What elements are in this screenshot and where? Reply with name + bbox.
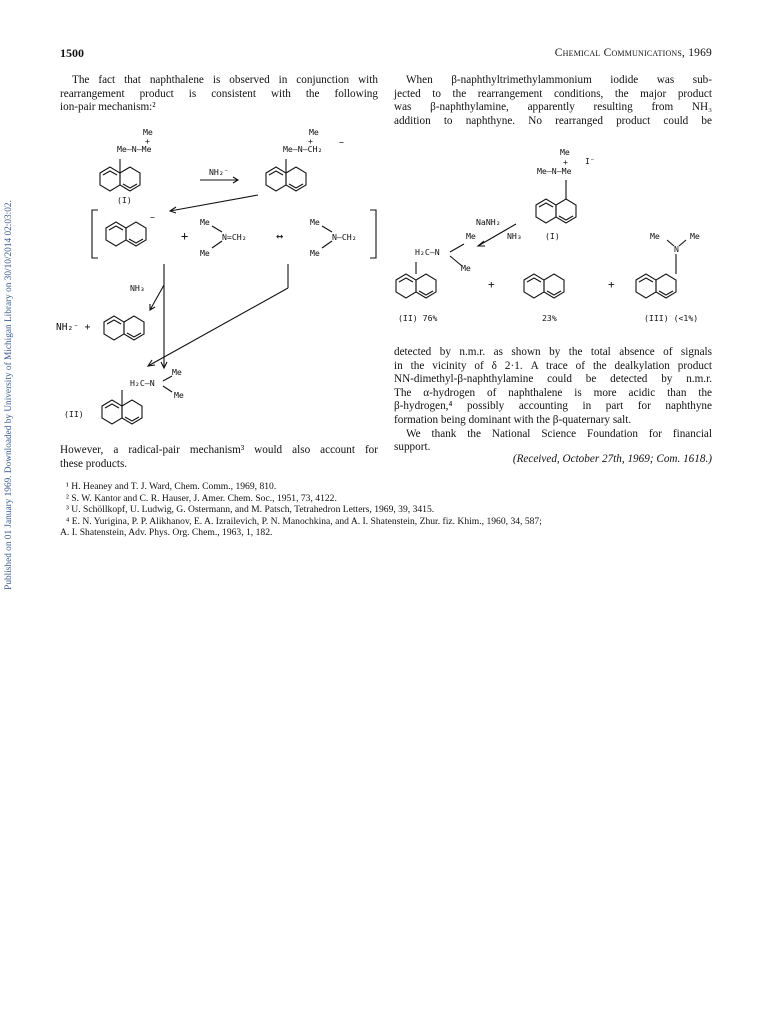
footnote: ⁴ E. N. Yurigina, P. P. Alikhanov, E. A. Izrailevich, P. N. Manochkina, and A. I. Shatenstein, Zhur. fiz. Khim., 1960, 34, 587;	[66, 515, 542, 527]
text-line: these products.	[60, 457, 128, 470]
chem-label: Me	[200, 217, 210, 227]
naphthyne-ring	[106, 222, 146, 246]
page-number: 1500	[60, 46, 84, 60]
chem-label: Me	[560, 147, 570, 157]
chem-label: Me—N—CH₂	[283, 144, 323, 154]
reagent-label: NaNH₂	[476, 217, 501, 227]
chem-label: Me—N—Me	[537, 166, 572, 176]
charge-plus: +	[563, 157, 568, 167]
yield-label: (III) (<1%)	[644, 313, 699, 323]
reagent-label: NH₃	[507, 231, 522, 241]
chem-label: Me	[461, 263, 471, 273]
chem-label: N—CH₂	[332, 232, 357, 242]
text-line: formation being dominant with the β-quaternary salt.	[394, 413, 632, 426]
text-line: NN-dimethyl-β-naphthylamine could be detected by n.m.r.	[394, 373, 712, 386]
naphthalene-ring-right-naph	[524, 274, 564, 298]
chem-label: Me	[650, 231, 660, 241]
text-line: The α-hydrogen of naphthalene is more acidic than the	[394, 386, 712, 399]
text-line: jected to the rearrangement conditions, the major product	[394, 87, 712, 100]
footnote: ³ U. Schöllkopf, U. Ludwig, G. Ostermann, and M. Patsch, Tetrahedron Letters, 1969, 39, 3415.	[66, 504, 435, 516]
text-line: However, a radical-pair mechanism³ would also account for	[60, 444, 378, 456]
yield-label: (II) 76%	[398, 313, 438, 323]
chem-label: Me	[309, 127, 319, 137]
chem-label: Me	[310, 217, 320, 227]
compound-label-I: (I)	[117, 195, 132, 205]
text-line: was β-naphthylamine, apparently resulting from NH₃	[394, 101, 712, 114]
journal-title: Chemical Communications, 1969	[554, 47, 712, 59]
compound-label-I: (I)	[545, 231, 560, 241]
text-line: We thank the National Science Foundation for financial	[406, 427, 712, 440]
charge-minus: −	[339, 137, 344, 147]
naphthalene-product	[104, 316, 144, 340]
yield-label: 23%	[542, 313, 557, 323]
chem-label: Me	[690, 231, 700, 241]
plus-sign: +	[181, 229, 189, 243]
text-line: The fact that naphthalene is observed in conjunction with	[72, 74, 378, 86]
chem-label: Me—N—Me	[117, 144, 152, 154]
charge-plus: +	[145, 136, 150, 146]
reaction-arrow	[150, 285, 164, 310]
text-line: detected by n.m.r. as shown by the total absence of signals	[394, 346, 712, 358]
charge-plus: +	[308, 136, 313, 146]
naphthalene-ring-right-II	[396, 262, 436, 298]
bracket-right	[370, 210, 376, 258]
compound-label-II: (II)	[64, 409, 84, 419]
chem-label: N=CH₂	[222, 232, 247, 242]
text-line: rearrangement product is consistent with the following	[60, 87, 378, 100]
bracket-left	[92, 210, 98, 258]
plus-sign: +	[488, 278, 495, 291]
text-line: addition to naphthyne. No rearranged product could be	[394, 114, 712, 127]
footnote: A. I. Shatenstein, Adv. Phys. Org. Chem., 1963, 1, 182.	[60, 527, 273, 539]
naphthalene-ring-right-I	[536, 199, 576, 223]
chem-label: N	[674, 244, 679, 254]
reagent-label: NH₃	[130, 283, 145, 293]
chem-label: Me	[310, 248, 320, 258]
chem-label: H₂C—N	[415, 247, 440, 257]
chem-label: Me	[172, 367, 182, 377]
right-body	[394, 346, 712, 455]
chem-label: NH₂⁻ +	[56, 322, 91, 333]
counter-ion: I⁻	[585, 156, 595, 166]
chem-label: Me	[143, 127, 153, 137]
footnote: ¹ H. Heaney and T. J. Ward, Chem. Comm., 1969, 810.	[66, 481, 277, 492]
download-notice-text: Published on 01 January 1969. Downloaded by University of Michigan Library on 30/10/2014 02:03:02.	[4, 200, 14, 590]
text-line: support.	[394, 441, 431, 454]
text-line: β-hydrogen,⁴ possibly accounting in part for naphthyne	[394, 400, 712, 413]
chem-label: Me	[200, 248, 210, 258]
text-line: When β-naphthyltrimethylammonium iodide was sub-	[406, 74, 712, 86]
naphthalene-ring-I	[100, 159, 140, 191]
received-date: (Received, October 27th, 1969; Com. 1618.)	[512, 453, 712, 465]
left-closing	[60, 444, 378, 471]
chem-label: Me	[174, 390, 184, 400]
naphthalene-ring-right-III	[636, 274, 676, 298]
footnotes	[60, 481, 715, 539]
reagent-label: NH₂⁻	[209, 167, 229, 177]
naphthalene-ring-II	[102, 390, 142, 424]
naphthalene-ring-top-right	[266, 159, 306, 191]
footnote: ² S. W. Kantor and C. R. Hauser, J. Amer. Chem. Soc., 1951, 73, 4122.	[66, 492, 337, 504]
chem-label: Me	[466, 231, 476, 241]
resonance-arrow: ↔	[276, 229, 284, 243]
text-line: in the vicinity of δ 2·1. A trace of the dealkylation product	[394, 359, 712, 372]
charge-minus: −	[150, 212, 155, 222]
reaction-arrow	[170, 195, 258, 211]
plus-sign: +	[608, 278, 615, 291]
text-line: ion-pair mechanism:²	[60, 101, 156, 114]
chem-label: H₂C—N	[130, 378, 155, 388]
